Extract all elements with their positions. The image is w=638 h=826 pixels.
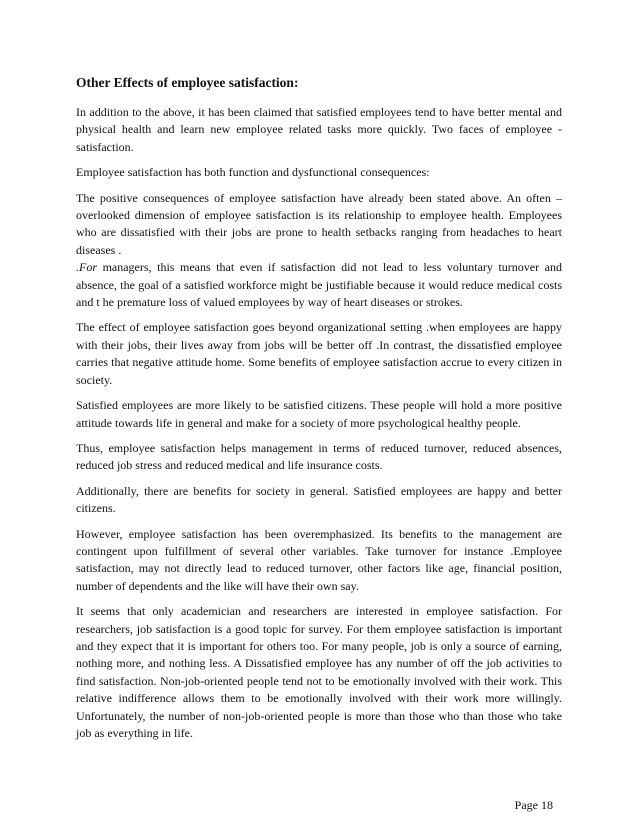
page-number: Page 18 xyxy=(514,798,553,812)
paragraph-satisfied-citizens: Satisfied employees are more likely to be satisfied citizens. These people will hold a more positive attitude towards life in general and make for a society of more psychological healthy people. xyxy=(76,398,562,430)
paragraph-positive-consequences: The positive consequences of employee satisfaction have already been stated above. An often –overlooked dimension of employee satisfaction is its relationship to employee health. Employees who are dissatisfied with their jobs are prone to health setbacks ranging from headaches to heart diseases . xyxy=(76,190,562,257)
paragraph-overemphasized: However, employee satisfaction has been overemphasized. Its benefits to the management are contingent upon fulfillment of several other variables. Take turnover for instance .Employee satisfaction, may not directly lead to reduced turnover, other factors like age, financial position, number of dependents and the like will have their own say. xyxy=(76,526,562,593)
paragraph-society-benefits: Additionally, there are benefits for society in general. Satisfied employees are happy and better citizens. xyxy=(76,483,562,516)
paragraph-managers xyxy=(76,259,562,311)
paragraph-beyond-organization: The effect of employee satisfaction goes beyond organizational setting .when employees are happy with their jobs, their lives away from jobs will be better off .In contrast, the dissatisfied employee carries that negative attitude home. Some benefits of employee satisfaction accrue to every citizen in society. xyxy=(76,320,562,387)
document-page xyxy=(76,74,562,750)
paragraph-management-benefits: Thus, employee satisfaction helps management in terms of reduced turnover, reduced absences, reduced job stress and reduced medical and life insurance costs. xyxy=(76,440,562,473)
paragraph-intro: In addition to the above, it has been claimed that satisfied employees tend to have better mental and physical health and learn new employee related tasks more quickly. Two faces of employee -satisfaction. xyxy=(76,105,562,154)
paragraph-consequences: Employee satisfaction has both function and dysfunctional consequences: xyxy=(76,165,430,180)
section-heading: Other Effects of employee satisfaction: xyxy=(76,75,299,90)
paragraph-lead-text: .For xyxy=(76,260,97,275)
paragraph-researchers: It seems that only academician and researchers are interested in employee satisfaction. For researchers, job satisfaction is a good topic for survey. For them employee satisfaction is important and they expect that it is important for others too. For many people, job is only a source of earning, nothing more, and nothing less. A Dissatisfied employee has any number of off the job activities to find satisfaction. Non-job-oriented people tend not to be emotionally involved with their work. This relative indifference allows them to be emotionally involved with their work more willingly. Unfortunately, the number of non-job-oriented people is more than those who than those who take job as everything in life. xyxy=(76,604,562,740)
paragraph-managers-text: managers, this means that even if satisfaction did not lead to less voluntary turnover and absence, the goal of a satisfied workforce might be justifiable because it would reduce medical costs and t he premature loss of valued employees by way of heart diseases or strokes. xyxy=(76,260,562,310)
